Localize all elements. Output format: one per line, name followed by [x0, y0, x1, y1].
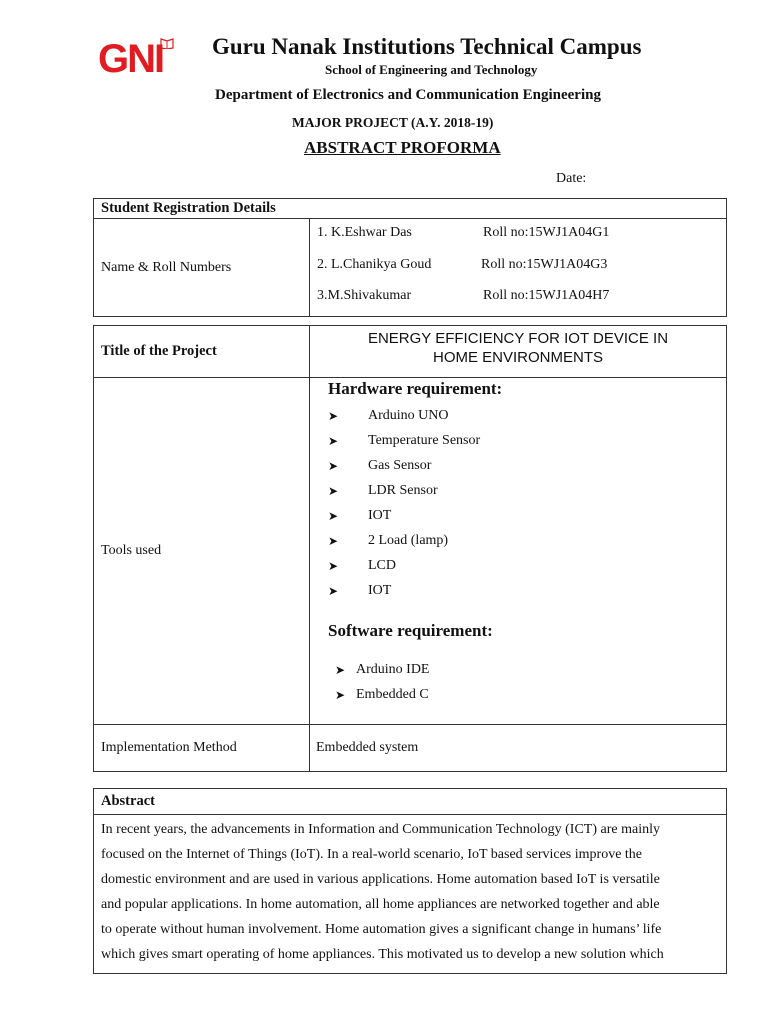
tools-cell [310, 378, 727, 725]
abstract-line: focused on the Internet of Things (IoT). In a real-world scenario, IoT based services improve the [101, 847, 643, 862]
department-name: Department of Electronics and Communication Engineering [215, 87, 601, 103]
hardware-item: IOT [368, 583, 392, 598]
bullet-arrow-icon: ➤ [328, 409, 339, 423]
software-item: Arduino IDE [356, 662, 430, 677]
abstract-table [93, 788, 727, 974]
project-title-label: Title of the Project [94, 326, 310, 378]
bullet-arrow-icon: ➤ [328, 534, 339, 548]
abstract-line: domestic environment and are used in various applications. Home automation based IoT is versatile [101, 872, 660, 887]
hardware-item: IOT [368, 508, 392, 523]
bullet-arrow-icon: ➤ [328, 509, 339, 523]
date-label: Date: [556, 171, 587, 186]
project-title-line: ENERGY EFFICIENCY FOR IOT DEVICE IN [367, 330, 669, 347]
form-title: ABSTRACT PROFORMA [304, 138, 501, 157]
student-list [310, 219, 726, 316]
student-roll: Roll no:15WJ1A04H7 [483, 288, 610, 303]
project-title [310, 326, 727, 378]
project-title-line: HOME ENVIRONMENTS [432, 349, 603, 366]
hardware-item: LCD [368, 558, 396, 573]
institution-logo [98, 34, 178, 84]
abstract-line: to operate without human involvement. Home automation gives a significant change in humans’ life [101, 922, 662, 937]
tools-label: Tools used [94, 378, 310, 725]
implementation-value: Embedded system [310, 725, 727, 772]
logo-text: GNI [98, 37, 164, 81]
name-roll-label: Name & Roll Numbers [94, 219, 310, 317]
abstract-line: and popular applications. In home automation, all home appliances are networked together and able [101, 897, 660, 912]
bullet-arrow-icon: ➤ [335, 688, 346, 702]
bullet-arrow-icon: ➤ [335, 663, 346, 677]
student-roll: Roll no:15WJ1A04G1 [483, 225, 610, 240]
registration-table [93, 198, 727, 317]
bullet-arrow-icon: ➤ [328, 559, 339, 573]
registration-heading: Student Registration Details [94, 199, 727, 219]
hardware-heading: Hardware requirement: [328, 379, 503, 398]
software-item: Embedded C [356, 687, 429, 702]
bullet-arrow-icon: ➤ [328, 484, 339, 498]
project-year: MAJOR PROJECT (A.Y. 2018-19) [292, 115, 494, 130]
institution-name: Guru Nanak Institutions Technical Campus [212, 34, 642, 59]
hardware-item: Arduino UNO [368, 408, 449, 423]
abstract-body [94, 815, 727, 974]
implementation-label: Implementation Method [94, 725, 310, 772]
student-name: 2. L.Chanikya Goud [317, 257, 432, 272]
abstract-heading: Abstract [94, 789, 727, 815]
hardware-item: Gas Sensor [368, 458, 432, 473]
student-name: 1. K.Eshwar Das [317, 225, 412, 240]
bullet-arrow-icon: ➤ [328, 434, 339, 448]
abstract-line: which gives smart operating of home appliances. This motivated us to develop a new solution which [101, 947, 664, 962]
bullet-arrow-icon: ➤ [328, 459, 339, 473]
hardware-item: 2 Load (lamp) [368, 533, 449, 548]
software-heading: Software requirement: [328, 621, 493, 640]
book-icon [160, 37, 174, 49]
project-table [93, 325, 727, 772]
bullet-arrow-icon: ➤ [328, 584, 339, 598]
hardware-item: LDR Sensor [368, 483, 438, 498]
abstract-line: In recent years, the advancements in Information and Communication Technology (ICT) are mainly [101, 822, 660, 837]
school-name: School of Engineering and Technology [325, 62, 538, 77]
student-name: 3.M.Shivakumar [317, 288, 412, 303]
hardware-item: Temperature Sensor [368, 433, 481, 448]
student-roll: Roll no:15WJ1A04G3 [481, 257, 608, 272]
